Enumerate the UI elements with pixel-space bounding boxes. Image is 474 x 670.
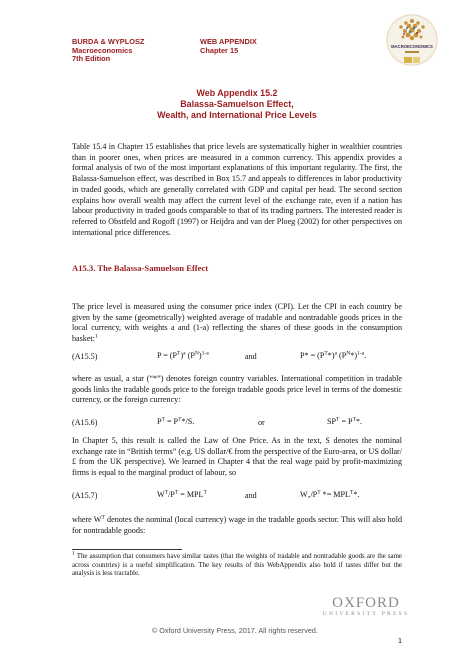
competition-paragraph: where as usual, a star (“*”) denotes foreign country variables. International competition in tradable goods links the tradable goods price to the foreign tradable goods price level in terms of the domestic currency, or the foreign currency: [72,374,402,405]
equation-a15-6-right: $SP^T = P^T*$. [327,416,363,426]
footnote-reference[interactable]: 1 [94,333,98,340]
footnote [72,550,402,579]
law-of-one-price-paragraph: In Chapter 5, this result is called the Law of One Price. As in the text, S denotes the nominal exchange rate in “British terms” (e.g. US dollar/€ from the perspective of the Euro-area, or US dollar/£ from the UK perspective). We learned in Chapter 4 that the real wage paid by profit-maximizing firms is equal to the marginal product of labour, so [72,436,402,478]
wage-paragraph [72,515,402,536]
header-authors: BURDA & WYPLOSZ [72,37,145,46]
cpi-paragraph-text: The price level is measured using the consumer price index (CPI). Let the CPI in each country be given by the same (geometrically) weighted average of tradable and nontradable goods prices in the local currency, with weights a and (1-a) reflecting the shares of these goods in the consumption basket: [72,302,402,344]
header-chapter: Chapter 15 [200,45,239,55]
appendix-title [60,88,414,121]
page-number: 1 [398,636,402,645]
equation-a15-6-label: (A15.6) [72,418,98,427]
footnote-text: The assumption that consumers have similar tastes (that the weights of tradable and nontradable goods are the same across countries) is a useful simplification. The key results of this WebAppendix also hold if tastes differ but the analysis is less tractable. [72,553,402,578]
cpi-paragraph [72,302,402,345]
book-cover-logo [380,10,444,80]
oxford-logo [318,596,414,618]
section-heading: A15.3. The Balassa-Samuelson Effect [72,263,209,273]
equation-a15-7-foreign: $W_*/P^T *= MPL^T*$. [300,489,360,502]
oxford-logo-name: OXFORD [332,595,400,611]
intro-paragraph: Table 15.4 in Chapter 15 establishes that price levels are systematically higher in wealthier countries than in poorer ones, when prices are measured in a common currency. This appendix provides a formal analysis of two of the most important explanations of this important regularity. The first, the Balassa-Samuelson effect, was described in Box 15.7 and appeals to differences in labor productivity in traded goods, which are generally correlated with GDP and capital per head. The second section explains how overall wealth may affect the current level of the exchange rate, even if a nation has labour productivity in traded goods comparable to that of its trading partners. The interested reader is referred to Obstfeld and Rogoff (1997) or Heijdra and van der Ploeg (2002) for other perspectives on international price differences. [72,142,402,237]
footnote-number: 1 [72,550,75,557]
header-edition: 7th Edition [72,54,111,64]
header-middle [200,38,257,55]
wage-paragraph-post: denotes the nominal (local currency) wage in the tradable goods sector. This will also hold for nontradable goods: [72,515,402,535]
equation-a15-7-and: and [245,491,257,500]
equation-a15-7-domestic: $W^T/P^T = MPL^T$ [157,489,207,499]
wage-paragraph-sup: T [101,514,105,521]
title-line-1: Web Appendix 15.2 [196,88,278,98]
logo-title: MACROECONOMICS [391,44,433,49]
title-line-2: Balassa-Samuelson Effect, [180,99,294,109]
equation-a15-5-foreign: $P* = (P^T*)^a$ $(P^N*)^{1-a}$. [300,350,367,360]
equation-a15-5-domestic: $P = (P^T)^a$ $(P^N)^{1-a}$ [157,350,209,360]
header-appendix-label: WEB APPENDIX [200,37,257,46]
oxford-logo-sub: UNIVERSITY PRESS [322,611,410,617]
copyright-notice: © Oxford University Press, 2017. All rights reserved. [152,626,318,635]
header-book: Macroeconomics [72,45,133,55]
footnote-divider [72,549,182,550]
equation-a15-7-label: (A15.7) [72,491,98,500]
header-left [72,38,144,64]
wage-paragraph-pre: where W [72,515,102,524]
equation-a15-6-left: $P^T = P^T*/S$. [157,416,195,426]
equation-a15-5-and: and [245,352,257,361]
title-line-3: Wealth, and International Price Levels [157,110,317,120]
equation-a15-6-or: or [258,418,265,427]
equation-a15-5-label: (A15.5) [72,352,98,361]
